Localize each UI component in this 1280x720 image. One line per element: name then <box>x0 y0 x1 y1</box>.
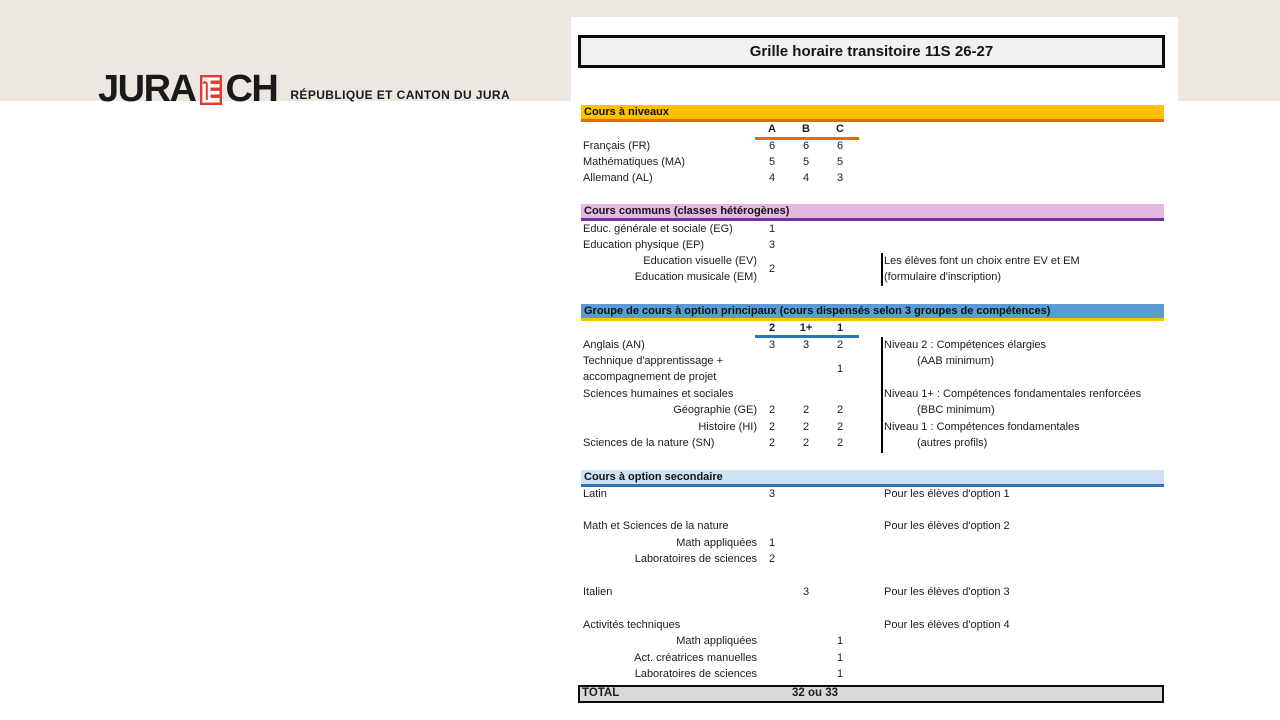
row-value-c: 6 <box>836 140 844 152</box>
row-label-line2: accompagnement de projet <box>583 371 717 383</box>
col-header-b: B <box>802 123 810 135</box>
row-label: Education physique (EP) <box>583 239 705 251</box>
row-label-latin: Latin <box>583 488 607 500</box>
logo-wordmark <box>98 68 278 110</box>
row-value: 1 <box>768 223 776 235</box>
table-row <box>571 552 1178 568</box>
row-value: 3 <box>802 339 810 351</box>
row-value: 3 <box>768 488 776 500</box>
jura-coat-of-arms-icon <box>200 75 222 105</box>
row-label-line1: Technique d'apprentissage + <box>583 355 724 367</box>
row-value: 2 <box>768 421 776 433</box>
row-label-education-visuelle: Education visuelle (EV) <box>643 255 757 267</box>
table-row <box>571 618 1178 634</box>
note-option-2: Pour les élèves d'option 2 <box>884 520 1010 532</box>
note-row <box>571 270 1178 286</box>
col-header-niveau-2: 2 <box>768 322 776 334</box>
row-label-sciences-humaines: Sciences humaines et sociales <box>583 388 734 400</box>
row-label-italien: Italien <box>583 586 613 598</box>
note-row <box>571 338 1178 354</box>
section-header-option-secondaire: Cours à option secondaire <box>581 470 1164 487</box>
total-row <box>578 685 1164 703</box>
row-label: Géographie (GE) <box>673 404 757 416</box>
column-header-row <box>571 321 1178 337</box>
row-label: Math appliquées <box>676 635 757 647</box>
note-niveau-1-sub: (autres profils) <box>917 437 988 449</box>
row-value: 2 <box>768 437 776 449</box>
table-row <box>571 667 1178 683</box>
logo-text-ch: CH <box>225 68 278 110</box>
note-option-4: Pour les élèves d'option 4 <box>884 619 1010 631</box>
table-row <box>571 536 1178 552</box>
row-label: Anglais (AN) <box>583 339 645 351</box>
row-label: Math appliquées <box>676 537 757 549</box>
col-header-a: A <box>768 123 776 135</box>
table-row <box>571 238 1178 254</box>
row-value-technique: 1 <box>836 363 844 375</box>
col-header-c: C <box>836 123 844 135</box>
total-label: TOTAL <box>582 687 620 699</box>
row-value: 2 <box>836 421 844 433</box>
note-row <box>571 436 1178 452</box>
row-label: Mathématiques (MA) <box>583 156 686 168</box>
row-label-activites-techniques: Activités techniques <box>583 619 681 631</box>
row-value: 2 <box>836 404 844 416</box>
note-row <box>571 403 1178 419</box>
row-value: 1 <box>768 537 776 549</box>
col-header-niveau-1: 1 <box>836 322 844 334</box>
table-row <box>571 585 1178 601</box>
note-niveau-1plus-sub: (BBC minimum) <box>917 404 995 416</box>
row-value: 3 <box>768 239 776 251</box>
row-label-math-sciences: Math et Sciences de la nature <box>583 520 729 532</box>
document-title-box <box>578 35 1165 68</box>
row-label-education-musicale: Education musicale (EM) <box>634 271 757 283</box>
section-header-options-principales: Groupe de cours à option principaux (cours dispensés selon 3 groupes de compétences) <box>581 304 1164 321</box>
table-row <box>571 487 1178 503</box>
note-option-3: Pour les élèves d'option 3 <box>884 586 1010 598</box>
table-row <box>571 634 1178 650</box>
note-niveau-2-sub: (AAB minimum) <box>917 355 995 367</box>
row-label: Educ. générale et sociale (EG) <box>583 223 733 235</box>
row-label: Sciences de la nature (SN) <box>583 437 715 449</box>
section-header-cours-communs: Cours communs (classes hétérogènes) <box>581 204 1164 221</box>
note-niveau-1plus: Niveau 1+ : Compétences fondamentales renforcées <box>884 388 1142 400</box>
jura-logo <box>98 68 511 110</box>
note-row <box>571 420 1178 436</box>
note-option-1: Pour les élèves d'option 1 <box>884 488 1010 500</box>
total-value: 32 ou 33 <box>791 687 839 699</box>
document-page <box>571 17 1178 720</box>
row-value: 2 <box>802 404 810 416</box>
row-value-b: 5 <box>802 156 810 168</box>
column-header-row <box>571 122 1178 138</box>
table-row <box>571 171 1178 187</box>
table-row <box>571 519 1178 535</box>
row-value-c: 3 <box>836 172 844 184</box>
row-value: 2 <box>802 421 810 433</box>
logo-tagline: RÉPUBLIQUE ET CANTON DU JURA <box>290 88 511 102</box>
note-row <box>571 254 1178 270</box>
logo-text-jura: JURA <box>98 68 196 110</box>
row-value: 2 <box>802 437 810 449</box>
row-value: 3 <box>768 339 776 351</box>
row-value: 1 <box>836 668 844 680</box>
section-header-cours-a-niveaux: Cours à niveaux <box>581 105 1164 122</box>
row-value-a: 6 <box>768 140 776 152</box>
note-niveau-1: Niveau 1 : Compétences fondamentales <box>884 421 1080 433</box>
row-value-c: 5 <box>836 156 844 168</box>
row-label: Laboratoires de sciences <box>634 553 757 565</box>
row-value: 2 <box>768 404 776 416</box>
row-label: Act. créatrices manuelles <box>634 652 757 664</box>
row-value-ev-em: 2 <box>768 263 776 275</box>
row-value-a: 5 <box>768 156 776 168</box>
table-row <box>571 139 1178 155</box>
note-row <box>571 387 1178 403</box>
row-value: 3 <box>802 586 810 598</box>
row-label: Laboratoires de sciences <box>634 668 757 680</box>
note-ev-em-choice: Les élèves font un choix entre EV et EM <box>884 255 1080 267</box>
row-value-a: 4 <box>768 172 776 184</box>
row-value: 2 <box>836 339 844 351</box>
row-value: 1 <box>836 635 844 647</box>
col-header-niveau-1plus: 1+ <box>799 322 813 334</box>
row-label: Français (FR) <box>583 140 651 152</box>
row-label: Histoire (HI) <box>698 421 757 433</box>
row-label: Allemand (AL) <box>583 172 653 184</box>
row-value-b: 6 <box>802 140 810 152</box>
table-row <box>571 651 1178 667</box>
document-title: Grille horaire transitoire 11S 26-27 <box>749 43 994 60</box>
note-row <box>571 354 1178 370</box>
row-value-b: 4 <box>802 172 810 184</box>
note-niveau-2: Niveau 2 : Compétences élargies <box>884 339 1047 351</box>
note-ev-em-form: (formulaire d'inscription) <box>884 271 1002 283</box>
table-row <box>571 222 1178 238</box>
row-value: 2 <box>768 553 776 565</box>
row-value: 2 <box>836 437 844 449</box>
row-value: 1 <box>836 652 844 664</box>
table-row <box>571 155 1178 171</box>
